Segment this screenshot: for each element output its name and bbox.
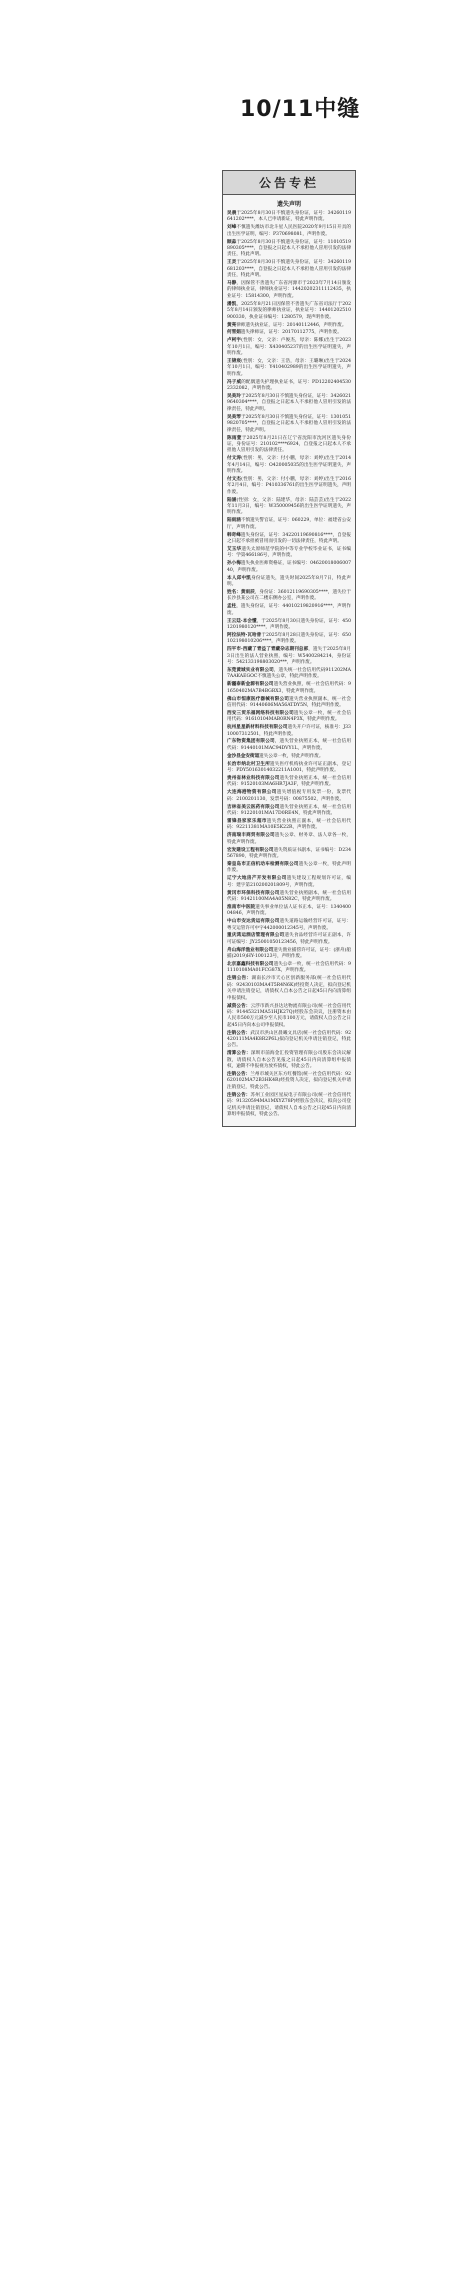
notice-name: 王云廷·本会懂 bbox=[227, 618, 257, 624]
notice-item bbox=[227, 456, 351, 475]
notice-text: 遗失食品经营许可证正副本，许可证编号：JY25001050123456，特此声明作废。 bbox=[227, 933, 351, 945]
notice-item bbox=[227, 805, 351, 818]
notice-item bbox=[227, 876, 351, 889]
notice-name: 注销公告： bbox=[227, 1030, 251, 1036]
notice-name: 本人邱中凯 bbox=[227, 575, 252, 581]
notice-text: 遗失增值税专用发票一份，发票代码：2100201130，发票号码：00875502，声明作废。 bbox=[227, 790, 351, 802]
notice-name: 黄亮 bbox=[227, 322, 237, 328]
notice-text: 遗失渔业捕捞许可证，证号：(浙舟)船捕(2019)HY-100123号，声明作废。 bbox=[227, 947, 351, 960]
notice-item bbox=[227, 762, 351, 775]
notice-text: ，身份证：36012119690305****，遗失位于长沙县某公司在二楼东侧办公室，声明作废。 bbox=[227, 589, 351, 602]
notice-text: (性别：女，父亲：卢俊杰，母亲：陈娜)出生于2023年10月1日，编号：X430405237的出生医学证明遗失，声明作废。 bbox=[227, 338, 351, 357]
notice-name: 吴美玲 bbox=[227, 394, 241, 400]
notice-name: 注销公告： bbox=[227, 1092, 251, 1098]
lost-notice-heading: 遗失声明 bbox=[276, 201, 301, 208]
notice-name: 西安三贸乐福网络科技有限公司 bbox=[227, 710, 294, 716]
notice-item bbox=[227, 976, 351, 1002]
notice-name: 孟柱 bbox=[227, 604, 237, 610]
notice-item bbox=[227, 240, 351, 259]
notice-text: 遗失事业单位法人证书正本，证号：134040004846，声明作废。 bbox=[227, 904, 351, 917]
notice-item bbox=[227, 338, 351, 357]
notice-text: 云浮市新兴县达达物流有限公司(统一社会信用代码：91445321MA51HJK27Q)经股东会决议，注册资本由人民币500万元减少至人民币100万元，请债权人自公告之日起45日内向本公司申报债权。 bbox=[227, 1003, 351, 1028]
notice-name: 王灵 bbox=[227, 260, 237, 266]
announcement-column bbox=[222, 170, 356, 1127]
notice-text: 遗失开户许可证，核准号：J3310007312501，特此声明作废。 bbox=[227, 725, 351, 737]
notice-item bbox=[227, 330, 351, 336]
notice-item bbox=[227, 518, 351, 531]
notice-text: ，遗失身份证，证号：44010219820916****，声明作废。 bbox=[227, 604, 351, 616]
notice-text: 遗失执业医师资格证，证书编号：0462001800600740，声明作废。 bbox=[227, 561, 351, 573]
notice-item bbox=[227, 323, 351, 329]
notice-text: (性别：男，父亲：付小鹏，母亲：刘婷)出生于2014年4月14日，编号：O420005035的出生医学证明遗失，声明作废。 bbox=[227, 456, 351, 475]
notice-name: 卢柯宇 bbox=[227, 338, 242, 344]
notice-item bbox=[227, 533, 351, 546]
notice-item bbox=[227, 776, 351, 789]
notice-name: 北京嘉鑫科技有限公司 bbox=[227, 962, 274, 968]
notice-text: 于2025年8月28日遗失身份证，证号：650102198010206****，声明作废。 bbox=[227, 632, 352, 645]
notice-item bbox=[227, 905, 351, 918]
notice-item bbox=[227, 436, 351, 455]
notice-item bbox=[227, 1051, 351, 1070]
notice-name: 东莞黄城实业有限公司 bbox=[227, 667, 274, 673]
column-header: 公告专栏 bbox=[223, 171, 355, 195]
notice-name: 注销公告： bbox=[227, 976, 252, 982]
notice-item bbox=[227, 862, 351, 875]
notice-text: ，因保管不善遗失广东省河源市于2023年7月14日颁发的律师执业证，律师执业证号：14420202311112435，执业证号：15814300，声明作废。 bbox=[227, 281, 351, 299]
notice-item bbox=[227, 948, 351, 961]
notice-name: 姓名：黄雨辰 bbox=[227, 589, 255, 595]
notice-text: 遗失资质证书副本，证书编号：D234567890，特此声明作废。 bbox=[227, 847, 351, 859]
notice-text: 苏州工业园区星辰电子有限公司(统一社会信用代码：91320594MA1MXYZ78P)经股东会决议，拟向公司登记机关申请注销登记，请债权人自本公告之日起45日内向清算组申报债权，特此公告。 bbox=[227, 1092, 351, 1117]
notice-text: 身份证遗失，遗失时间2025年8月7日，特此声明。 bbox=[227, 575, 351, 588]
notice-name: 重庆鸿运酒店管理有限公司 bbox=[227, 933, 285, 939]
notice-text: ，遗失统一社会信用代码911202MA7AAKAEGOC不慎遗失公章，特此声明作废。 bbox=[227, 667, 351, 680]
notice-text: 遗失建设工程规划许可证，编号：建字第210200201809号，声明作废。 bbox=[227, 876, 351, 888]
notice-item bbox=[227, 477, 351, 496]
notice-item bbox=[227, 498, 351, 517]
notice-name: 大连海港物资有限公司 bbox=[227, 790, 277, 796]
notice-list bbox=[227, 211, 351, 1118]
notice-text: 于2025年8月30日不慎遗失身份证，证号：11010519890305****，自登报之日起本人不承担他人冒用引发的法律责任，特此声明。 bbox=[227, 239, 351, 258]
notice-item bbox=[227, 547, 351, 560]
notice-name: 新疆泰新金源有限公司 bbox=[227, 682, 274, 688]
notice-item bbox=[227, 394, 351, 413]
notice-name: 吴美琴 bbox=[227, 414, 241, 420]
notice-item bbox=[227, 891, 351, 904]
notice-name: 四平市·西藏了青益了青藏杂志期刊总部 bbox=[227, 647, 309, 653]
notice-text: 遗失公章一枚，特此声明作废。 bbox=[259, 753, 324, 759]
notice-text: 遗失公章、财务章、法人章各一枚，特此声明作废。 bbox=[227, 833, 351, 845]
notice-item bbox=[227, 833, 351, 846]
notice-text: ，遗失于2025年8月3日出生的法人营业执照，编号：W5400284214，身份证号：542133198803020***，声明作废。 bbox=[227, 647, 351, 665]
notice-item bbox=[227, 711, 351, 724]
notice-name: 顾淼 bbox=[227, 239, 237, 245]
notice-item bbox=[227, 1031, 351, 1050]
notice-name: 淮南市中医院 bbox=[227, 904, 256, 910]
notice-name: 付文涛 bbox=[227, 456, 242, 462]
notice-name: 注销公告： bbox=[227, 1072, 251, 1078]
notice-text: 于2025年8月30日不慎遗失身份证，证号：13010519820705****，自登报之日起本人不承担他人冒用引发的法律责任，特此声明。 bbox=[227, 414, 351, 433]
notice-text: 武汉市洪山区晨曦文具店(统一社会信用代码：92420111MA4K8R2P6L)拟向登记机关申请注销登记，特此公告。 bbox=[227, 1030, 351, 1049]
notice-text: ，于2025年8月30日遗失身份证，证号：4501201980120****，声明作废。 bbox=[227, 618, 352, 630]
notice-name: 黄冈市环保科技有限公司 bbox=[227, 890, 280, 896]
notice-item bbox=[227, 576, 351, 589]
notice-name: 舟山海洋渔业有限公司 bbox=[227, 947, 274, 953]
notice-name: 何雪娟 bbox=[227, 330, 241, 336]
notice-text: 遗失医疗机构执业许可证正副本，登记号：PDY50163014032211A1001，特此声明作废。 bbox=[227, 761, 351, 774]
notice-item bbox=[227, 647, 351, 666]
notice-item bbox=[227, 668, 351, 681]
notice-text: 遗失公章一枚，特此声明作废。 bbox=[227, 861, 351, 874]
notice-item bbox=[227, 919, 351, 932]
notice-item bbox=[227, 633, 351, 646]
notice-name: 佛山市恒康医疗器械有限公司 bbox=[227, 696, 290, 702]
notice-name: 付文杰 bbox=[227, 476, 242, 482]
notice-text: 兰州市城关区东方红餐馆(统一社会信用代码：92620102MA72B3HK4R)经投资人决定，拟向登记机关申请注销登记，特此公告。 bbox=[227, 1072, 351, 1090]
notice-item bbox=[227, 561, 351, 574]
notice-name: 陈雨萱 bbox=[227, 435, 242, 441]
notice-text: (性别：女，父亲：王浩，母亲：王璐琳)出生于2024年10月1日，编号：Y410402989的出生医学证明遗失，声明作废。 bbox=[227, 359, 351, 377]
notice-item bbox=[227, 359, 351, 378]
notice-name: 艾玉华 bbox=[227, 547, 242, 552]
notice-item bbox=[227, 302, 351, 321]
notice-text: 深圳市前海金汇投资管理有限公司股东会决议解散，请债权人自本公告见报之日起45日内向清算组申报债权，逾期不申报视为放弃债权，特此公告。 bbox=[227, 1051, 351, 1070]
notice-name: 清算公告： bbox=[227, 1051, 251, 1057]
notice-name: 减资公告： bbox=[227, 1003, 251, 1009]
notice-name: 阿拉法特·瓦哈普 bbox=[227, 632, 262, 638]
notice-text: ，遗失营业执照正本，统一社会信用代码：91440101MAC94DVY1L，声明作废。 bbox=[227, 739, 351, 751]
notice-item bbox=[227, 380, 351, 393]
notice-item bbox=[227, 1072, 351, 1091]
notice-item bbox=[227, 281, 351, 300]
notice-text: 遗失太原师范学院的中等专业学校毕业证书，证书编号：学第466186号，声明作废。 bbox=[227, 547, 351, 559]
notice-name: 刘峰 bbox=[227, 225, 237, 231]
notice-text: 遗失公章一枚，统一社会信用代码：91610104MAB0RN4P3X，特此声明作废。 bbox=[227, 710, 351, 723]
notice-item bbox=[227, 962, 351, 975]
notice-item bbox=[227, 754, 351, 760]
notice-item bbox=[227, 619, 351, 632]
notice-text: 遗失营业执照正本，统一社会信用代码：91520103MA6HR7JA3F，特此声明作废。 bbox=[227, 776, 351, 788]
notice-item bbox=[227, 1093, 351, 1119]
notice-item bbox=[227, 790, 351, 803]
notice-name: 雷锋县家家乐超市 bbox=[227, 818, 267, 824]
notice-text: 遗失道路运输经营许可证，证号：粤交运管许可中字442000012345号，声明作废。 bbox=[227, 919, 351, 931]
notice-text: 湖南长沙市天心区创新服务部(统一社会信用代码：92430103MA4T5R4N6K)经投资人决定，拟向登记机关申请注销登记，请债权人自本公告之日起45日内向清算组申报债权。 bbox=[227, 976, 351, 1001]
notice-name: 陆涵 bbox=[227, 497, 237, 503]
notice-name: 陆雨涵 bbox=[227, 518, 241, 524]
notice-text: 遗失身份证，证号：34220119690816****，自登报之日起不承担被冒用而引发的一切法律责任，特此声明。 bbox=[227, 532, 351, 545]
notice-item bbox=[227, 1004, 351, 1030]
notice-text: 于2025年8月21日在辽宁省沈阳市沈河区遗失身份证，身份证号：210102****6924，自登报之日起本人不承担他人冒用引发的法律责任。 bbox=[227, 435, 351, 454]
notice-name: 广东物资集团有限公司 bbox=[227, 739, 275, 745]
notice-name: 冯子威 bbox=[227, 379, 242, 385]
notice-text: 遗失营业执照副本，统一社会信用代码：91421100MA4A05N82C，特此声明作废。 bbox=[227, 890, 351, 902]
notice-name: 王锦宸 bbox=[227, 359, 242, 365]
notice-item bbox=[227, 933, 351, 946]
notice-text: 遗失律师证，证号：20170112775，声明作废。 bbox=[240, 330, 342, 336]
notice-name: 长治市纳北村卫生所 bbox=[227, 761, 270, 767]
notice-text: 不慎遗失警官证，证号：060229，单位：福建省公安厅，声明作废。 bbox=[227, 518, 351, 530]
notice-text: 于2025年8月30日不慎遗失身份证，证号：34260119641202****，本人已申请新证，特此声明作废。 bbox=[227, 211, 351, 223]
notice-name: 潘凯 bbox=[227, 301, 237, 307]
notice-text: 遗失营业执照正副本，统一社会信用代码：92211381MA10E5K22R，声明作废。 bbox=[227, 818, 351, 831]
notice-item bbox=[227, 697, 351, 710]
notice-text: 不慎遗失潍坊市北斗星人民医院2020年9月15日开具的出生医学证明，编号：P370698081，声明作废。 bbox=[227, 225, 351, 237]
notice-name: 济南瑞丰商贸有限公司 bbox=[227, 833, 275, 839]
notice-name: 吴晨 bbox=[227, 211, 237, 216]
notice-text: ，2025年8月21日因保管不善遗失广东省司法厅于2025年8月14日颁发的律师执业证，执业证号：14401202510900330，执业证书编号：1280579，现声明作废。 bbox=[227, 301, 351, 320]
notice-item bbox=[227, 848, 351, 861]
notice-item bbox=[227, 682, 351, 695]
notice-text: 遗失公章一枚，统一社会信用代码：91110108MA01FCG87X，声明作废。 bbox=[227, 962, 351, 974]
column-body bbox=[223, 195, 355, 1126]
page-title: 10/11中缝 bbox=[240, 97, 361, 122]
notice-text: 遗失营业执照，统一社会信用代码：91650402MA7B4BGRX3，特此声明作废。 bbox=[227, 682, 351, 694]
notice-item bbox=[227, 725, 351, 738]
notice-text: 遗失营业执照正本，统一社会信用代码：91220101MA17D0RE4N，特此声明作废。 bbox=[227, 804, 351, 817]
notice-item bbox=[227, 604, 351, 617]
notice-name: 秦皇岛市正信机动车检测有限公司 bbox=[227, 861, 299, 867]
notice-item bbox=[227, 819, 351, 832]
notice-name: 宏发建设工程有限公司 bbox=[227, 847, 274, 853]
notice-text: (性别：男，父亲：付小鹏，母亲：刘婷)出生于2016年2月4日，编号：P410336761的出生医学证明遗失，声明作废。 bbox=[227, 476, 351, 495]
notice-name: 杭州星星新材料科技有限公司 bbox=[227, 725, 288, 731]
notice-item bbox=[227, 211, 351, 224]
notice-item bbox=[227, 739, 351, 752]
notice-item bbox=[227, 590, 351, 603]
notice-name: 金沙县金安街道 bbox=[227, 753, 260, 759]
notice-text: 律师遗失执业证，证号：20140112446，声明作废。 bbox=[236, 322, 347, 328]
notice-name: 辽宁大地房产开发有限公司 bbox=[227, 876, 287, 882]
notice-text: (性别：女，父亲：陆建华，母亲：陆芸芸)出生于2022年11月3日，编号：W350009456的出生医学证明遗失，声明作废。 bbox=[227, 497, 351, 516]
notice-item bbox=[227, 225, 351, 238]
notice-name: 孙小梅 bbox=[227, 561, 241, 567]
notice-name: 韩奇峰 bbox=[227, 532, 241, 538]
notice-text: 于2025年8月30日不慎遗失身份证，证号：34260219640304****，自登报之日起本人不承担他人冒用引发的法律责任，特此声明。 bbox=[227, 394, 351, 412]
notice-name: 吉林省美云医药有限公司 bbox=[227, 804, 280, 810]
notice-text: 的配偶遗失护理执业证书，证号：PD122024045302332082，声明作废。 bbox=[227, 379, 351, 392]
notice-name: 中山市安达货运有限公司 bbox=[227, 919, 280, 925]
notice-item bbox=[227, 415, 351, 434]
notice-text: 遗失营业执照副本，统一社会信用代码：91440606MA56ATDY5N，特此声明作废。 bbox=[227, 696, 351, 708]
notice-name: 贵州省林业科技有限公司 bbox=[227, 776, 280, 781]
notice-text: 于2025年8月30日不慎遗失身份证，证号：34260119681203****，自登报之日起本人不承担他人冒用引发的法律责任，特此声明。 bbox=[227, 260, 351, 279]
notice-item bbox=[227, 260, 351, 279]
notice-name: 马静 bbox=[227, 281, 237, 287]
